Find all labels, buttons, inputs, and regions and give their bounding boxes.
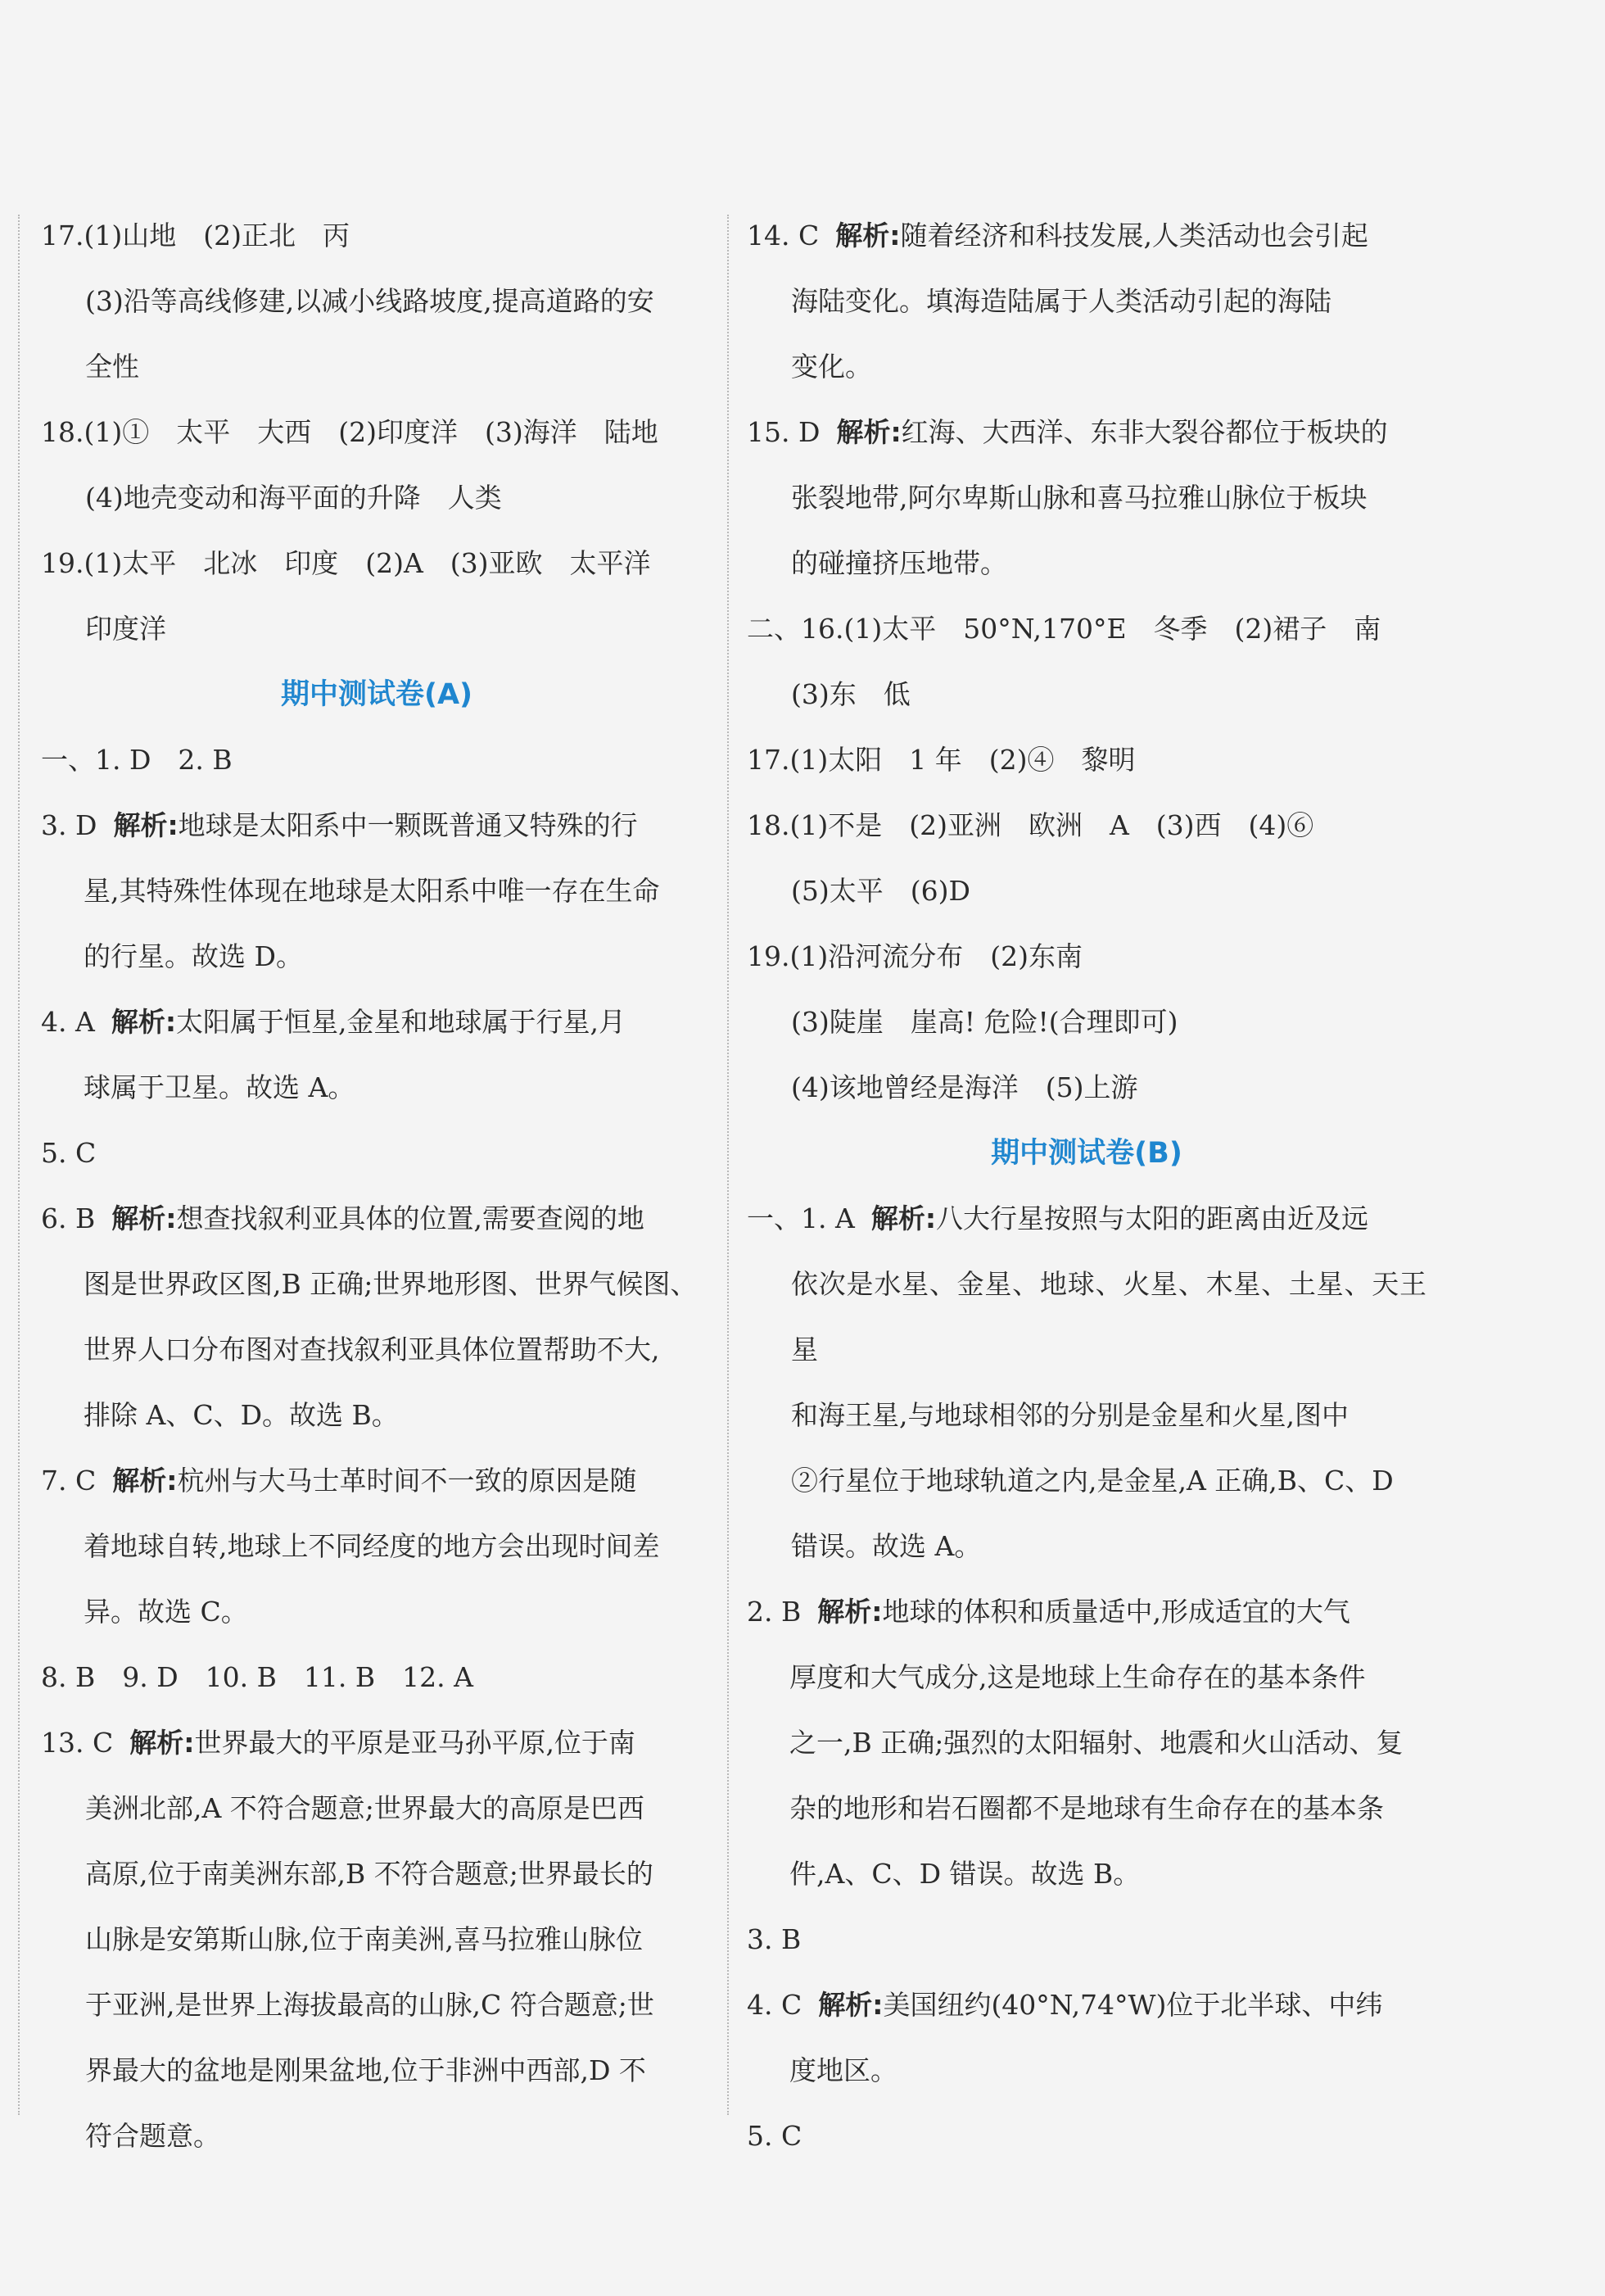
- answer-item-17: [41, 203, 712, 400]
- item-continuation: 全性: [85, 351, 139, 383]
- answer-item-4-b: [747, 1972, 1426, 2104]
- item-text: (1)山地 (2)正北 丙: [84, 220, 350, 251]
- item-number: 3. D: [41, 809, 97, 841]
- item-text: (1)不是 (2)亚洲 欧洲 A (3)西 (4)⑥: [789, 809, 1314, 841]
- item-continuation: 变化。: [791, 351, 872, 383]
- item-number: 13. C: [41, 1727, 114, 1759]
- item-text: 想查找叙利亚具体的位置,需要查阅的地: [176, 1202, 644, 1234]
- item-text: 八大行星按照与太阳的距离由近及远: [936, 1202, 1369, 1234]
- answer-item-1-b: [747, 1186, 1426, 1579]
- analysis-label: 解析:: [835, 220, 901, 251]
- answer-item-8-12: [41, 1645, 712, 1710]
- item-continuation: 世界人口分布图对查找叙利亚具体位置帮助不大,: [84, 1334, 660, 1365]
- item-text: (1)① 太平 大西 (2)印度洋 (3)海洋 陆地: [84, 416, 658, 448]
- item-continuation: 件,A、C、D 错误。故选 B。: [789, 1858, 1141, 1890]
- answer-item-14: [747, 203, 1426, 400]
- item-text: 世界最大的平原是亚马孙平原,位于南: [194, 1727, 635, 1759]
- item-continuation: 美洲北部,A 不符合题意;世界最大的高原是巴西: [85, 1792, 644, 1824]
- answer-item-3: [41, 793, 712, 989]
- left-margin-dotted-rule: [18, 215, 20, 2115]
- item-continuation: 的碰撞挤压地带。: [791, 547, 1007, 579]
- answer-item-7: [41, 1448, 712, 1645]
- item-number: 17.: [747, 744, 790, 776]
- item-continuation: (4)地壳变动和海平面的升降 人类: [85, 482, 502, 514]
- item-continuation: 依次是水星、金星、地球、火星、木星、土星、天王星: [791, 1268, 1426, 1365]
- item-continuation: 高原,位于南美洲东部,B 不符合题意;世界最长的: [85, 1858, 653, 1890]
- answer-item-5: [41, 1121, 712, 1186]
- answer-item-17-a: [747, 727, 1426, 793]
- item-continuation: (3)陡崖 崖高! 危险!(合理即可): [791, 1006, 1178, 1038]
- item-continuation: 排除 A、C、D。故选 B。: [84, 1399, 399, 1431]
- item-text: 地球的体积和质量适中,形成适宜的大气: [882, 1596, 1350, 1628]
- item-continuation: 杂的地形和岩石圈都不是地球有生命存在的基本条: [789, 1792, 1384, 1824]
- item-number: 二、16.: [747, 613, 844, 645]
- item-continuation: 印度洋: [85, 613, 166, 645]
- item-continuation: 界最大的盆地是刚果盆地,位于非洲中西部,D 不: [85, 2054, 646, 2086]
- item-text: (1)太平 北冰 印度 (2)A (3)亚欧 太平洋: [84, 547, 651, 579]
- answer-item-19: [41, 531, 712, 662]
- section-title-midterm-b: 期中测试卷(B): [991, 1137, 1182, 1170]
- item-continuation: 球属于卫星。故选 A。: [84, 1071, 355, 1103]
- item-text: 5. C: [41, 1137, 97, 1169]
- item-continuation: 错误。故选 A。: [791, 1530, 982, 1562]
- item-text: 杭州与大马士革时间不一致的原因是随: [177, 1465, 637, 1497]
- item-text: (1)沿河流分布 (2)东南: [789, 940, 1083, 972]
- item-number: 18.: [747, 809, 790, 841]
- item-continuation: (4)该地曾经是海洋 (5)上游: [791, 1071, 1138, 1103]
- item-number: 19.: [41, 547, 84, 579]
- item-number: 19.: [747, 940, 790, 972]
- item-number: 6. B: [41, 1202, 96, 1234]
- item-continuation: 着地球自转,地球上不同经度的地方会出现时间差: [84, 1530, 660, 1562]
- answer-item-13: [41, 1710, 712, 2169]
- analysis-label: 解析:: [870, 1202, 937, 1234]
- item-continuation: (3)东 低: [791, 678, 911, 710]
- answer-item-1-2: [41, 727, 712, 793]
- answer-item-3-b: [747, 1907, 1426, 1972]
- item-text: 随着经济和科技发展,人类活动也会引起: [900, 220, 1368, 251]
- right-column: [747, 203, 1426, 2169]
- answer-item-4: [41, 989, 712, 1121]
- item-continuation: 图是世界政区图,B 正确;世界地形图、世界气候图、: [84, 1268, 698, 1300]
- item-text: (1)太平 50°N,170°E 冬季 (2)裙子 南: [843, 613, 1381, 645]
- item-text: 一、1. D 2. B: [41, 744, 233, 776]
- item-continuation: 符合题意。: [85, 2120, 220, 2152]
- item-number: 18.: [41, 416, 84, 448]
- analysis-label: 解析:: [111, 1202, 177, 1234]
- answer-item-18-a: [747, 793, 1426, 924]
- item-text: 美国纽约(40°N,74°W)位于北半球、中纬: [883, 1989, 1383, 2021]
- item-continuation: ②行星位于地球轨道之内,是金星,A 正确,B、C、D: [791, 1465, 1394, 1497]
- item-continuation: 张裂地带,阿尔卑斯山脉和喜马拉雅山脉位于板块: [791, 482, 1368, 514]
- answer-item-16: [747, 596, 1426, 727]
- answer-item-15: [747, 400, 1426, 596]
- column-divider-dotted-rule: [727, 215, 729, 2115]
- item-number: 一、1. A: [747, 1202, 855, 1234]
- analysis-label: 解析:: [817, 1596, 883, 1628]
- answer-item-18: [41, 400, 712, 531]
- analysis-label: 解析:: [113, 809, 179, 841]
- answer-item-6: [41, 1186, 712, 1448]
- item-continuation: 和海王星,与地球相邻的分别是金星和火星,图中: [791, 1399, 1349, 1431]
- item-number: 7. C: [41, 1465, 97, 1497]
- item-number: 17.: [41, 220, 84, 251]
- answer-item-2-b: [747, 1579, 1426, 1907]
- analysis-label: 解析:: [818, 1989, 884, 2021]
- analysis-label: 解析:: [112, 1465, 178, 1497]
- answer-item-5-b: [747, 2104, 1426, 2169]
- item-text: 太阳属于恒星,金星和地球属于行星,月: [176, 1006, 626, 1038]
- item-text: 3. B: [747, 1923, 802, 1955]
- item-number: 2. B: [747, 1596, 802, 1628]
- item-number: 4. C: [747, 1989, 802, 2021]
- item-text: 5. C: [747, 2120, 802, 2152]
- item-continuation: 厚度和大气成分,这是地球上生命存在的基本条件: [789, 1661, 1366, 1693]
- item-continuation: 异。故选 C。: [84, 1596, 248, 1628]
- answer-item-19-a: [747, 924, 1426, 1121]
- item-continuation: 海陆变化。填海造陆属于人类活动引起的海陆: [791, 285, 1331, 317]
- analysis-label: 解析:: [129, 1727, 195, 1759]
- item-continuation: 于亚洲,是世界上海拔最高的山脉,C 符合题意;世: [85, 1989, 654, 2021]
- analysis-label: 解析:: [836, 416, 902, 448]
- item-text: (1)太阳 1 年 (2)④ 黎明: [789, 744, 1136, 776]
- item-continuation: (3)沿等高线修建,以减小线路坡度,提高道路的安: [85, 285, 654, 317]
- left-column: [41, 203, 712, 2169]
- item-text: 8. B 9. D 10. B 11. B 12. A: [41, 1661, 473, 1693]
- item-text: 红海、大西洋、东非大裂谷都位于板块的: [901, 416, 1388, 448]
- item-continuation: 度地区。: [789, 2054, 897, 2086]
- item-continuation: 的行星。故选 D。: [84, 940, 303, 972]
- item-number: 15. D: [747, 416, 821, 448]
- section-title-midterm-a: 期中测试卷(A): [280, 678, 473, 711]
- item-continuation: 山脉是安第斯山脉,位于南美洲,喜马拉雅山脉位: [85, 1923, 643, 1955]
- item-continuation: (5)太平 (6)D: [791, 875, 970, 907]
- analysis-label: 解析:: [111, 1006, 177, 1038]
- item-number: 4. A: [41, 1006, 95, 1038]
- item-continuation: 之一,B 正确;强烈的太阳辐射、地震和火山活动、复: [789, 1727, 1404, 1759]
- item-text: 地球是太阳系中一颗既普通又特殊的行: [178, 809, 638, 841]
- item-number: 14. C: [747, 220, 820, 251]
- item-continuation: 星,其特殊性体现在地球是太阳系中唯一存在生命: [84, 875, 660, 907]
